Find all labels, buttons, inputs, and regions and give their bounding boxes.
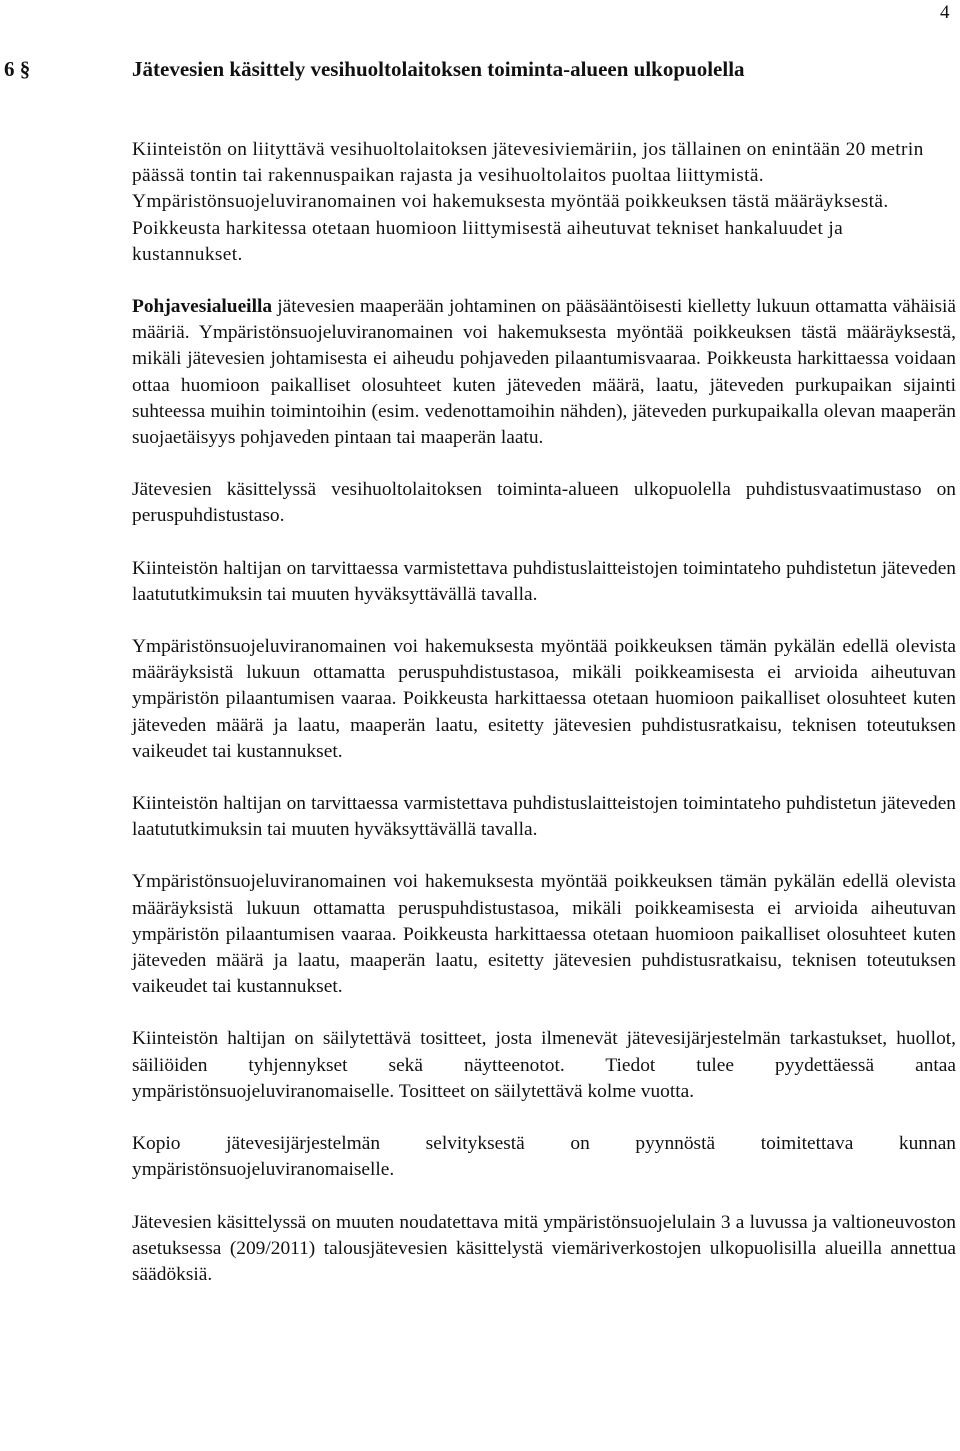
page-number: 4	[940, 2, 950, 23]
paragraph-performance-check-repeat: Kiinteistön haltijan on tarvittaessa varmistettava puhdistuslaitteistojen toimintateho puhdistetun jäteveden laatututkimuksin tai muuten hyväksyttävällä tavalla.	[132, 793, 956, 841]
paragraph-records: Kiinteistön haltijan on säilytettävä tositteet, josta ilmenevät jätevesijärjestelmän tarkastukset, huollot, säiliöiden tyhjennykset sekä näytteenotot. Tiedot tulee pyydettäessä antaa ympäristönsuojeluviranomaiselle. Tositteet on säilytettävä kolme vuotta.	[132, 1028, 956, 1102]
bold-term: Pohjavesialueilla	[132, 296, 273, 318]
paragraph-legislation: Jätevesien käsittelyssä on muuten noudatettava mitä ympäristönsuojelulain 3 a luvussa ja valtioneuvoston asetuksessa (209/2011) talousjätevesien käsittelystä viemäriverkostojen ulkopuolisilla alueilla annettua säädöksiä.	[132, 1211, 956, 1285]
paragraph-copy-of-report: Kopio jätevesijärjestelmän selvityksestä on pyynnöstä toimitettava kunnan ympäristönsuojeluviranomaiselle.	[132, 1133, 956, 1181]
document-body	[132, 137, 956, 1314]
paragraph-text: jätevesien maaperään johtaminen on pääsääntöisesti kielletty lukuun ottamatta vähäisiä määriä. Ympäristönsuojeluviranomainen voi hakemuksesta myöntää poikkeuksen tästä määräyksestä, mikäli jätevesien johtamisesta ei aiheudu pohjaveden pilaantumisvaaraa. Poikkeusta harkittaessa voidaan ottaa huomioon paikalliset olosuhteet kuten jäteveden määrä, laatu, jäteveden purkupaikan sijainti suhteessa muihin toimintoihin (esim. vedenottamoihin nähden), jäteveden purkupaikalla olevan maaperän suojaetäisyys pohjaveden pintaan tai maaperän laatu.	[132, 296, 956, 449]
paragraph-treatment-level: Jätevesien käsittelyssä vesihuoltolaitoksen toiminta-alueen ulkopuolella puhdistusvaatimustaso on peruspuhdistustaso.	[132, 479, 956, 527]
section-number: 6 §	[4, 57, 31, 81]
section-title: Jätevesien käsittely vesihuoltolaitoksen toiminta-alueen ulkopuolella	[132, 57, 745, 81]
paragraph-connection-obligation: Kiinteistön on liityttävä vesihuoltolaitoksen jätevesiviemäriin, jos tällainen on enintään 20 metrin päässä tontin tai rakennuspaikan rajasta ja vesihuoltolaitos puoltaa liittymistä. Ympäristönsuojeluviranomainen voi hakemuksesta myöntää poikkeuksen tästä määräyksestä. Poikkeusta harkitessa otetaan huomioon liittymisestä aiheutuvat tekniset hankaluudet ja kustannukset.	[132, 139, 924, 265]
paragraph-exemption: Ympäristönsuojeluviranomainen voi hakemuksesta myöntää poikkeuksen tämän pykälän edellä olevista määräyksistä lukuun ottamatta peruspuhdistustasoa, mikäli poikkeamisesta ei arvioida aiheutuvan ympäristön pilaantumisen vaaraa. Poikkeusta harkittaessa otetaan huomioon paikalliset olosuhteet kuten jäteveden määrä ja laatu, maaperän laatu, esitetty jätevesien puhdistusratkaisu, teknisen toteutuksen vaikeudet tai kustannukset.	[132, 636, 956, 762]
paragraph-groundwater-areas	[132, 294, 956, 451]
paragraph-performance-check: Kiinteistön haltijan on tarvittaessa varmistettava puhdistuslaitteistojen toimintateho puhdistetun jäteveden laatututkimuksin tai muuten hyväksyttävällä tavalla.	[132, 557, 956, 605]
paragraph-exemption-repeat: Ympäristönsuojeluviranomainen voi hakemuksesta myöntää poikkeuksen tämän pykälän edellä olevista määräyksistä lukuun ottamatta peruspuhdistustasoa, mikäli poikkeamisesta ei arvioida aiheutuvan ympäristön pilaantumisen vaaraa. Poikkeusta harkittaessa otetaan huomioon paikalliset olosuhteet kuten jäteveden määrä ja laatu, maaperän laatu, esitetty jätevesien puhdistusratkaisu, teknisen toteutuksen vaikeudet tai kustannukset.	[132, 871, 956, 998]
